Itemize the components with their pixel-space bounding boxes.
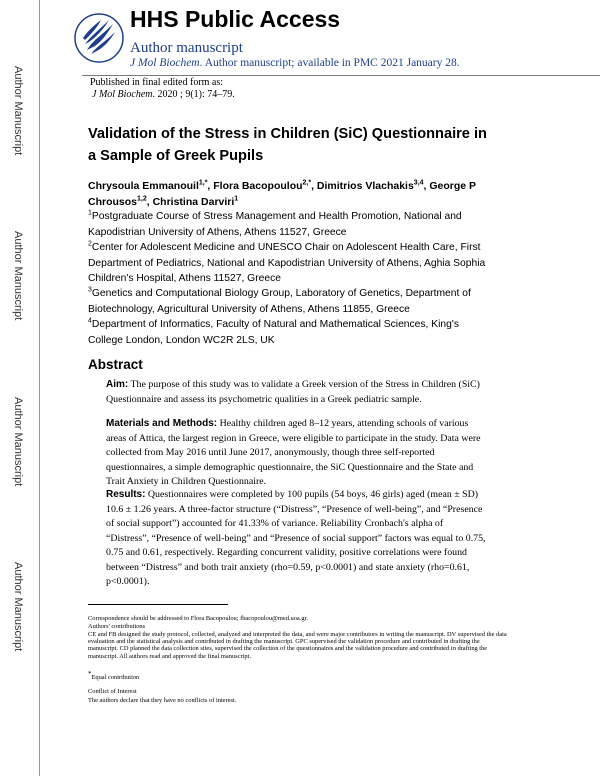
sidebar-divider <box>39 0 40 776</box>
contributions-heading: Authors' contributions <box>88 623 146 630</box>
author-affil-mark: 2,* <box>302 179 312 187</box>
author-affil-mark: 1,2 <box>137 195 147 203</box>
published-form-line: Published in final edited form as: <box>90 77 224 88</box>
author-name: Flora Bacopoulou <box>213 180 303 192</box>
conflict-heading: Conflict of Interest <box>88 688 137 695</box>
author-name: Chrysoula Emmanouil <box>88 180 199 192</box>
author-name: George P Chrousos <box>88 180 476 208</box>
abstract-heading: Abstract <box>88 357 143 372</box>
hhs-eagle-logo-icon <box>73 10 125 66</box>
affiliation-2: $^2$Center for Adolescent Medicine and UNESCO Chair on Adolescent Health Care, First Department of Pediatrics, National and Kapodistrian University of Athens, Aghia Sophia Children's Hospital, Athens 11527, Greece <box>88 240 486 284</box>
equal-contribution-note: *Equal contribution <box>88 670 140 682</box>
article-title: Validation of the Stress in Children (SiC) Questionnaire in a Sample of Greek Pupils <box>88 126 487 164</box>
affiliation-3: $^3$Genetics and Computational Biology Group, Laboratory of Genetics, Department of Biotechnology, Agricultural University of Athens, Athens 11855, Greece <box>88 286 471 315</box>
manuscript-availability: J Mol Biochem. Author manuscript; available in PMC 2021 January 28. <box>130 57 460 69</box>
author-name: Dimitrios Vlachakis <box>316 180 414 192</box>
sidebar-label-4: Author Manuscript <box>12 562 24 652</box>
sidebar-label-3: Author Manuscript <box>12 397 24 487</box>
author-list: Chrysoula Emmanouil$^{1,*}$, Flora Bacopoulou$^{2,*}$, Dimitrios Vlachakis$^{3,4}$, George P Chrousos$^{1,2}$, Christina Darviri$^1$ <box>88 179 476 208</box>
affiliation-1: $^1$Postgraduate Course of Stress Management and Health Promotion, National and Kapodistrian University of Athens, Athens 11527, Greece <box>88 209 462 238</box>
author-manuscript-label: Author manuscript <box>130 40 243 56</box>
header-divider <box>82 75 600 76</box>
affiliation-4: $^4$Department of Informatics, Faculty of Natural and Mathematical Sciences, King's College London, London WC2R 2LS, UK <box>88 317 459 346</box>
sidebar-label-2: Author Manuscript <box>12 231 24 321</box>
author-affil-mark: 1 <box>234 195 239 203</box>
conflict-text: The authors declare that they have no conflicts of interest. <box>88 697 237 704</box>
hhs-public-access-title: HHS Public Access <box>130 6 341 32</box>
contributions-text: CE and FB designed the study protocol, collected, analyzed and interpreted the data, and were major contributors in writing the manuscript. DV supervised the data evaluation and the statistical analysis and contributed in drafting the manuscript. GPC supervised the validation procedure and contributed in drafting the manuscript. CD planned the data collection sites, supervised the collection of the questionnaires and the validation procedure and contributed in drafting the manuscript. All authors read and approved the final manuscript. <box>88 631 507 660</box>
abstract-methods: Materials and Methods: Healthy children aged 8–12 years, attending schools of various areas of Attica, the largest region in Greece, were eligible to participate in the study. Data were collected from May 2016 until June 2017, anonymously, though three self-reported questionnaires, a simple demographic questionnaire, the SiC Questionnaire and the State and Trait Anxiety in Children Questionnaire. <box>106 418 481 487</box>
abstract-results: Results: Questionnaires were completed by 100 pupils (54 boys, 46 girls) aged (mean ± SD) 10.6 ± 1.26 years. A three-factor structure (“Distress”, “Presence of well-being”, and “Presence of social support”) accounted for 41.33% of variance. Reliability Cronbach's alpha of “Distress”, “Presence of well-being” and “Presence of social support” factors was equal to 0.75, 0.75 and 0.61, respectively. Regarding concurrent validity, positive correlations were found between “Distress” and both trait anxiety (rho=0.59, p<0.0001) and state anxiety (rho=0.61, p<0.0001). <box>106 489 486 587</box>
citation: J Mol Biochem. 2020 ; 9(1): 74–79. <box>92 89 235 100</box>
author-name: Christina Darviri <box>152 196 235 208</box>
footnote-divider <box>88 604 228 605</box>
sidebar-label-1: Author Manuscript <box>12 66 24 156</box>
author-affil-mark: 1,* <box>198 179 208 187</box>
correspondence-note: Correspondence should be addressed to Flora Bacopoulou; fbacopoulou@med.uoa.gr. <box>88 615 308 622</box>
author-affil-mark: 3,4 <box>413 179 424 187</box>
abstract-aim: Aim: The purpose of this study was to validate a Greek version of the Stress in Children (SiC) Questionnaire and assess its psychometric qualities in a Greek pediatric sample. <box>106 379 480 405</box>
